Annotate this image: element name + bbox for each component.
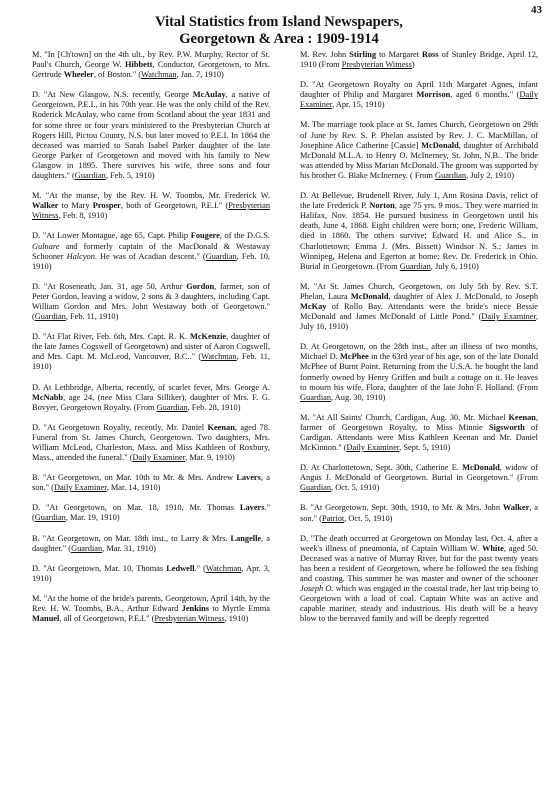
record-entry xyxy=(300,534,538,625)
entry-text: ." ( xyxy=(32,503,270,523)
entry-text: , Apr. 15, 1910) xyxy=(332,100,385,110)
entry-text: , farmer of Georgetown Royalty, to Miss Minnie xyxy=(300,412,538,432)
entry-text: M. "In [Ch'town] on the 4th ult., by Rev. P.W. Murphy, Rector of St. Paul's Church, George W. xyxy=(32,50,270,70)
surname: Manuel xyxy=(32,614,60,624)
entry-text: D. "At Georgetown Royalty on April 11th Margaret Agnes, infant daughter of Philip and Margaret xyxy=(300,80,538,100)
source-name: Daily Examiner xyxy=(300,90,539,110)
entry-text: D. At Charlottetown, Sept. 30th, Catherine E. xyxy=(300,463,463,473)
entry-text: , of Boston." ( xyxy=(93,70,142,80)
entry-text: , age 75 yrs. 9 mos.. They were married in Halifax, Nov. 1854. He pursued business in Georgetown until his death, June 4, 1868. Eight children were born; one, Frederic William, died in 1860. The others survive; Edward H. and Alice S., in Charlottetown; Emma J. (Mrs. Bissett) Windsor N. S.; James in Winnipeg, Helena and Egerton at home; Rev. Dr. Frederick in Ohio. Burial in Georgetown. (From xyxy=(300,201,538,271)
entry-text: , daughter of Alex J. McDonald, to Joseph xyxy=(388,291,539,301)
surname: McKay xyxy=(300,301,327,311)
entry-text: , Feb. 11, 1910) xyxy=(32,352,270,372)
entry-text: , both of Georgetown, P.E.I." ( xyxy=(120,201,229,211)
entry-text: of Rollo Bay. Attendants were the bride's niece Bessie McDonald and James McDonald of Little Pond." ( xyxy=(300,301,538,322)
page-number: 43 xyxy=(531,4,542,16)
entry-text: ." ( xyxy=(194,563,206,573)
entry-text: , Mar. 19, 1910) xyxy=(65,513,120,523)
surname: Ledwell xyxy=(166,563,195,573)
source-name: Guardian xyxy=(399,261,431,271)
entry-text: D. "The death occurred at Georgetown on Monday last, Oct. 4, after a week's illness of pneumonia, of Captain William W. xyxy=(300,533,538,553)
entry-text: B. "At Georgetown, on Mar. 18th inst., to Larry & Mrs. xyxy=(32,533,231,543)
entry-text: , Feb. 28, 1910) xyxy=(187,402,241,412)
entry-text: , Feb. 11, 1910) xyxy=(65,312,119,322)
surname: Keenan xyxy=(207,422,235,432)
record-entry xyxy=(300,80,538,110)
entry-text: B. "At Georgetown, Sept. 30th, 1910, to Mr. & Mrs. John xyxy=(300,503,503,513)
surname: Sigsworth xyxy=(489,422,525,432)
surname: Lavers xyxy=(236,473,261,483)
surname: McDonald xyxy=(462,463,500,473)
record-entry xyxy=(32,50,270,80)
source-name: Guardian xyxy=(34,312,66,322)
surname: White xyxy=(482,543,504,553)
record-entry xyxy=(32,191,270,221)
entry-text: and formerly captain of the MacDonald & Westaway Schooner xyxy=(32,241,270,261)
entry-text: , Feb. 10, 1910) xyxy=(32,251,270,271)
surname: Langelle xyxy=(230,533,262,543)
entry-text: to Mary xyxy=(58,201,93,211)
record-entry xyxy=(32,282,270,322)
right-column xyxy=(300,50,538,635)
entry-text: , July 16, 1910) xyxy=(300,312,538,332)
entry-text: , July 2, 1910) xyxy=(466,170,515,180)
entry-text: , aged 78. Funeral from St. James Church, Georgetown. Two daughters, Mrs. William McLeod, Charleston, Mass. and Miss Kathleen of Roxbury, Mass., attended the funeral." ( xyxy=(32,422,270,463)
record-entry xyxy=(300,191,538,272)
surname: Stirling xyxy=(349,50,377,59)
entry-text: , 1910) xyxy=(224,614,249,624)
record-entry xyxy=(300,282,538,332)
source-name: Guardian xyxy=(300,392,332,402)
record-entry xyxy=(32,90,270,181)
surname: McDonald xyxy=(350,291,389,301)
surname: Wheeler xyxy=(63,70,94,80)
source-name: Daily Examiner xyxy=(346,443,400,453)
entry-text: D. "At Georgetown, on Mar. 18, 1910, Mr. Thomas xyxy=(32,503,240,513)
entry-text: , of the D.G.S. xyxy=(219,231,270,241)
source-name: Presbyterian Witness xyxy=(32,201,270,221)
entry-text: , age 24, (nee Miss Clara Silliker), daughter of Mrs. F. G. Bovyer, Georgetown Royalty. (From xyxy=(32,392,270,412)
surname: Fougere xyxy=(190,231,220,241)
source-name: Guardian xyxy=(435,170,467,180)
surname: McNabb xyxy=(32,392,64,402)
left-column xyxy=(32,50,270,634)
entry-text: , all of Georgetown, P.E.I." ( xyxy=(59,614,155,624)
source-name: Guardian xyxy=(74,171,106,181)
surname: McPhee xyxy=(340,352,369,362)
surname: McAulay xyxy=(192,90,226,100)
record-entry xyxy=(300,503,538,523)
surname: McKenzie xyxy=(189,332,227,342)
entry-text: D. At Bellevue, Brudenell River, July 1, Ann Rosina Davis, relict of the late Frederick P. xyxy=(300,191,538,211)
vessel-name: Halcyon xyxy=(66,251,95,261)
entry-text: , Apr. 3, 1910) xyxy=(32,563,270,583)
entry-text: in the 63rd year of his age, son of the late Donald McPhee of Burnt Point. Returning from the U.S.A. he bought the land formerly owned by Henry Griffen and built a cottage on it. He leaves to mourn his wife, Flora, daughter of the late John F. Holland. (From xyxy=(300,352,539,392)
source-name: Guardian xyxy=(71,543,103,553)
source-name: Presbyterian Witness xyxy=(154,614,225,624)
source-name: Watchman xyxy=(141,70,177,80)
entry-text: , aged 50. Deceased was a native of Murray River, but for the past twenty years has been a resident of Georgetown, where he followed the sea fishing and coasting. This summer he was master and owner of the schooner xyxy=(300,543,538,584)
entry-text: . He was of Acadian descent." ( xyxy=(94,251,206,261)
entry-text: M. "At the manse, by the Rev. H. W. Toombs, Mr. Frederick W. xyxy=(32,191,270,201)
entry-text: of Cardigan. Attendants were Miss Kathleen Keenan and Mr. Daniel McKinnon." ( xyxy=(300,422,538,453)
title-line-1: Vital Statistics from Island Newspapers, xyxy=(155,14,403,30)
entry-text: D. "At Flat River, Feb. 6th, Mrs. Capt. R. K. xyxy=(32,332,190,342)
source-name: Guardian xyxy=(156,402,188,412)
entry-text: , daughter of the late James Cogswell of Georgetown) and sister of Aaron Cogswell, and Mrs. Capt. M. McLeod, Vancouver, B.C.." ( xyxy=(32,332,270,362)
record-entry xyxy=(300,50,538,70)
source-name: Daily Examiner xyxy=(481,312,536,322)
record-entry xyxy=(32,534,270,554)
record-entry xyxy=(32,594,270,624)
vessel-name: Joseph O. xyxy=(300,584,334,594)
surname: Walker xyxy=(32,201,59,211)
surname: McDonald xyxy=(421,140,459,150)
entry-text: , a daughter." ( xyxy=(32,533,270,553)
entry-text: , farmer, son of Peter Gordon, leaving a widow, 2 sons & 3 daughters, including Capt. William Gordon and Mrs. John Westaway both of Georgetown." ( xyxy=(32,281,270,322)
entry-text: , Oct. 5, 1910) xyxy=(344,513,393,523)
entry-text: , widow of Angus J. McDonald of Georgetown. Burial in Georgetown." (From xyxy=(300,463,539,483)
entry-text: B. "At Georgetown, on Mar. 10th to Mr. & Mrs. Andrew xyxy=(32,473,237,483)
record-entry xyxy=(32,383,270,413)
record-entry xyxy=(32,473,270,493)
entry-text: M. The marriage took place at St. James Church, Georgetown on 29th of June by Rev. S. P. Phelan assisted by Rev. J. C. MacMillan, of Josephine Alice Catherine [Cassie] xyxy=(300,120,538,150)
record-entry xyxy=(300,463,538,493)
entry-text: D. "At Lower Montague, age 65, Capt. Philip xyxy=(32,231,191,241)
source-name: Daily Examiner xyxy=(53,483,107,493)
surname: Jenkins xyxy=(181,604,210,614)
entry-text: , a son." ( xyxy=(32,473,270,493)
entry-text: , Feb. 8, 1910) xyxy=(58,211,108,221)
record-entry xyxy=(32,564,270,584)
record-entry xyxy=(32,423,270,463)
entry-text: , Oct. 5, 1910) xyxy=(331,483,380,493)
entry-text: D. "At New Glasgow, N.S. recently, George xyxy=(32,90,193,100)
record-entry xyxy=(300,413,538,453)
entry-text: , Mar. 31, 1910) xyxy=(102,543,156,553)
entry-text: D. At Lethbridge, Alberta, recently, of scarlet fever, Mrs. George A. xyxy=(32,382,270,392)
entry-text: , Sept. 5, 1910) xyxy=(399,443,451,453)
page-title xyxy=(0,14,558,48)
surname: Morrison xyxy=(416,90,451,100)
entry-text: , a native of Georgetown, P.E.I., in his 70th year. He was the only child of the Rev. Roderick McAulay, who came from Scotland about the year 1831 and for some three or four years ministered to the Presbyterian Church at Rogers Hill, Pictou County, N.S. but later moved to P.E.I. In 1864 the deceased was married to Sarah Isabel Parker daughter of the late George Parker of Georgetown and moved with his family to New Glasgow in 1895. There survives his wife, three sons and four daughters." ( xyxy=(32,90,270,181)
record-entry xyxy=(32,231,270,271)
surname: Walker xyxy=(502,503,530,513)
surname: Lavers xyxy=(239,503,265,513)
record-entry xyxy=(300,120,538,181)
entry-text: , Feb. 5, 1910) xyxy=(105,171,155,181)
surname: Hibbett xyxy=(125,60,153,70)
entry-text: D. At Georgetown, on the 28th inst., after an illness of two months, Michael D. xyxy=(300,342,538,362)
source-name: Daily Examiner xyxy=(132,453,186,463)
entry-text: ) xyxy=(411,60,415,70)
record-entry xyxy=(32,332,270,372)
entry-text: M. "At St. James Church, Georgetown, on July 5th by Rev. S.T. Phelan, Laura xyxy=(300,281,538,301)
entry-text: D. "At Georgetown, Mar. 10, Thomas xyxy=(32,563,167,573)
source-name: Guardian xyxy=(205,251,237,261)
entry-text: , a son." ( xyxy=(300,503,538,523)
entry-text: , Mar. 14, 1910) xyxy=(106,483,161,493)
surname: Norton xyxy=(369,201,395,211)
source-name: Guardian xyxy=(300,483,332,493)
title-line-2: Georgetown & Area : 1909-1914 xyxy=(179,31,379,47)
entry-text: D. "At Georgetown Royalty, recently, Mr. Daniel xyxy=(32,422,208,432)
entry-text: , Mar. 9, 1910) xyxy=(185,453,235,463)
entry-text: , Jan. 7, 1910) xyxy=(176,70,224,80)
surname: Keenan xyxy=(508,412,536,422)
entry-text: to Myrtle Emma xyxy=(209,604,270,614)
source-name: Presbyterian Witness xyxy=(341,60,412,70)
vessel-name: Gulnare xyxy=(32,241,60,251)
entry-text: , aged 6 months." ( xyxy=(450,90,520,100)
record-entry xyxy=(300,342,538,403)
record-entry xyxy=(32,503,270,523)
entry-text: of Stanley Bridge, April 12, 1910 (From xyxy=(300,50,538,70)
entry-text: , Aug. 30, 1910) xyxy=(331,392,386,402)
entry-text: which was engaged in the coastal trade, her last trip being to Georgetown with a load of coal. Captain White was an active and capable mariner, steady and industrious. His death will be a heavy blow to the bereaved family and will be deeply regretted xyxy=(300,584,538,624)
surname: Prosper xyxy=(92,201,121,211)
source-name: Watchman xyxy=(205,563,242,573)
entry-text: D. "At Roseneath, Jan. 31, age 50, Arthur xyxy=(32,281,187,291)
entry-text: , daughter of Archibald McDonald M.L.A. to Henry O. McInerney, St. John, N.B.. The bride was attended by Miss Marian McDonald. The groom was supported by his brother G. Blake McInerney. ( From xyxy=(300,140,539,180)
surname: Ross xyxy=(421,50,439,59)
entry-text: , Conductor, Georgetown, to Mrs. Gertrude xyxy=(32,60,270,80)
source-name: Patriot xyxy=(321,513,345,523)
entry-text: M. Rev. John xyxy=(300,50,350,59)
entry-text: M. "At the home of the bride's parents, Georgetown, April 14th, by the Rev. H. W. Toombs, B.A., Arthur Edward xyxy=(32,593,270,614)
entry-text: , July 6, 1910) xyxy=(430,261,479,271)
entry-text: to Margaret xyxy=(376,50,422,59)
source-name: Guardian xyxy=(34,513,66,523)
entry-text: M. "At All Saints' Church, Cardigan, Aug. 30, Mr. Michael xyxy=(300,412,509,422)
surname: Gordon xyxy=(186,281,215,291)
source-name: Watchman xyxy=(201,352,237,362)
